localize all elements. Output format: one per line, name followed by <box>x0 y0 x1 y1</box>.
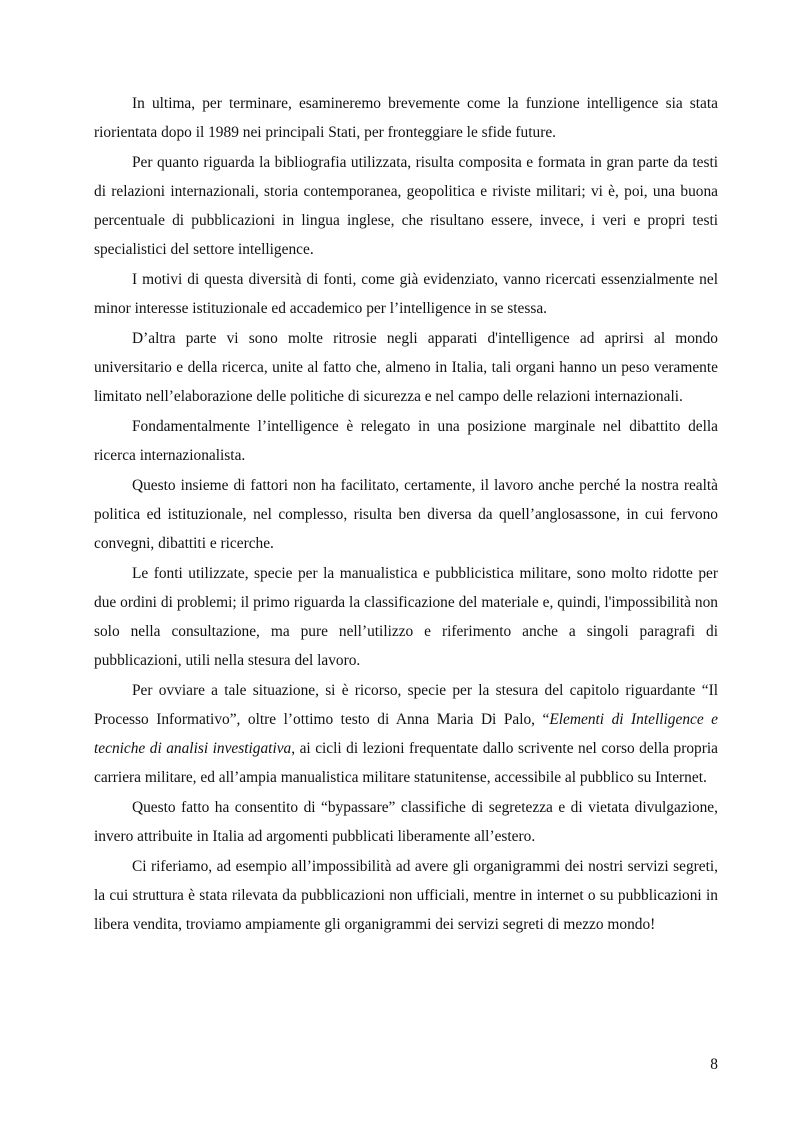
body-text <box>94 89 718 940</box>
paragraph-8 <box>94 676 718 792</box>
book-title-italic: Elementi di Intelligence e tecniche di analisi investigativa <box>94 711 719 757</box>
page-number: 8 <box>710 1056 718 1073</box>
paragraph-8-before: Per ovviare a tale situazione, si è ricorso, specie per la stesura del capitolo riguardante “Il Processo Informativo”, oltre l’ottimo testo di Anna Maria Di Palo, “ <box>94 682 718 728</box>
paragraph-7: Le fonti utilizzate, specie per la manualistica e pubblicistica militare, sono molto ridotte per due ordini di problemi; il primo riguarda la classificazione del materiale e, quindi, l'impossibilità non solo nella consultazione, ma pure nell’utilizzo e riferimento anche a singoli paragrafi di pubblicazioni, utili nella stesura del lavoro. <box>94 565 718 669</box>
paragraph-2: Per quanto riguarda la bibliografia utilizzata, risulta composita e formata in gran parte da testi di relazioni internazionali, storia contemporanea, geopolitica e riviste militari; vi è, poi, una buona percentuale di pubblicazioni in lingua inglese, che risultano essere, invece, i veri e propri testi specialistici del settore intelligence. <box>94 154 718 258</box>
paragraph-4: D’altra parte vi sono molte ritrosie negli apparati d'intelligence ad aprirsi al mondo universitario e della ricerca, unite al fatto che, almeno in Italia, tali organi hanno un peso veramente limitato nell’elaborazione delle politiche di sicurezza e nel campo delle relazioni internazionali. <box>94 330 718 405</box>
paragraph-1: In ultima, per terminare, esamineremo brevemente come la funzione intelligence sia stata riorientata dopo il 1989 nei principali Stati, per fronteggiare le sfide future. <box>94 95 718 141</box>
paragraph-5: Fondamentalmente l’intelligence è relegato in una posizione marginale nel dibattito della ricerca internazionalista. <box>94 418 718 464</box>
paragraph-6: Questo insieme di fattori non ha facilitato, certamente, il lavoro anche perché la nostra realtà politica ed istituzionale, nel complesso, risulta ben diversa da quell’anglosassone, in cui fervono convegni, dibattiti e ricerche. <box>94 477 718 552</box>
paragraph-9: Questo fatto ha consentito di “bypassare” classifiche di segretezza e di vietata divulgazione, invero attribuite in Italia ad argomenti pubblicati liberamente all’estero. <box>94 799 718 845</box>
paragraph-10: Ci riferiamo, ad esempio all’impossibilità ad avere gli organigrammi dei nostri servizi segreti, la cui struttura è stata rilevata da pubblicazioni non ufficiali, mentre in internet o su pubblicazioni in libera vendita, troviamo ampiamente gli organigrammi dei servizi segreti di mezzo mondo! <box>94 858 718 933</box>
paragraph-3: I motivi di questa diversità di fonti, come già evidenziato, vanno ricercati essenzialmente nel minor interesse istituzionale ed accademico per l’intelligence in se stessa. <box>94 271 718 317</box>
paragraph-8-after: , ai cicli di lezioni frequentate dallo scrivente nel corso della propria carriera militare, ed all’ampia manualistica militare statunitense, accessibile al pubblico su Internet. <box>94 740 718 786</box>
